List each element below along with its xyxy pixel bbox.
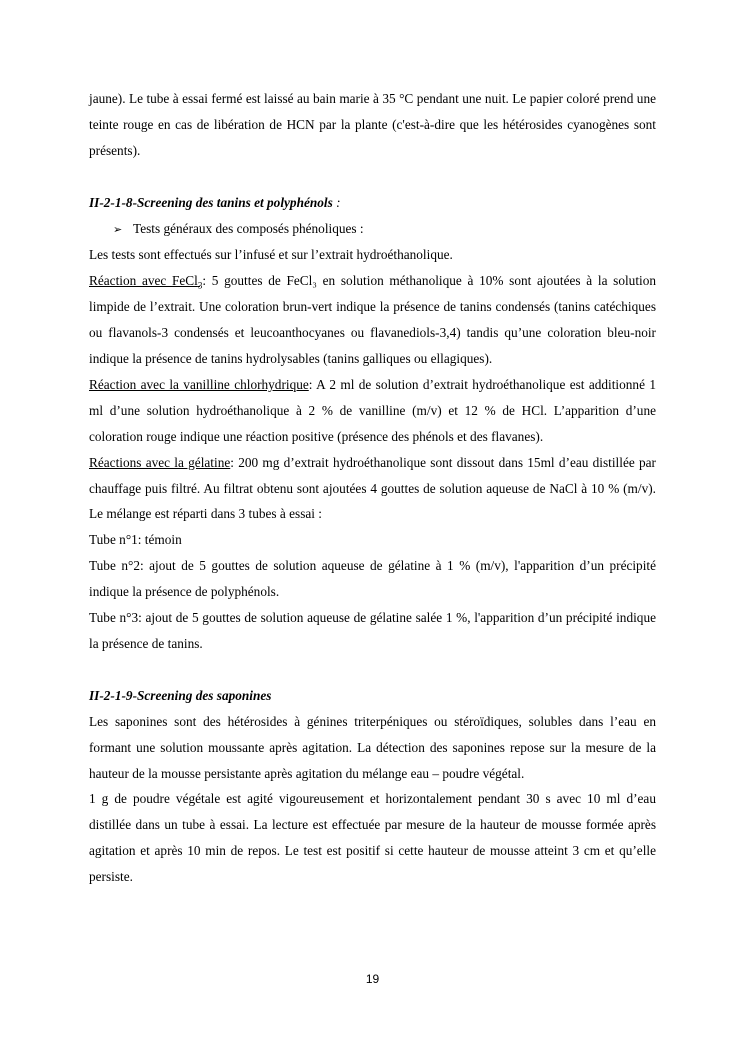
fecl3-label-subscript: 3 — [197, 280, 203, 291]
section-heading-tannins — [89, 190, 656, 216]
bullet-text: Tests généraux des composés phénoliques : — [133, 220, 364, 236]
saponins-paragraph-2: 1 g de poudre végétale est agité vigoureusement et horizontalement pendant 30 s avec 10 ml d’eau distillée dans un tube à essai. La lecture est effectuée par mesure de la hauteur de mousse formée après agitation et après 10 min de repos. Le test est positif si cette hauteur de mousse atteint 3 cm et qu’elle persiste. — [89, 791, 656, 885]
tube-3-paragraph: Tube n°3: ajout de 5 gouttes de solution aqueuse de gélatine salée 1 %, l'apparition d’un précipité indique la présence de tanins. — [89, 610, 656, 652]
section-heading-saponins: II-2-1-9-Screening des saponines — [89, 687, 272, 703]
tube-1-paragraph: Tube n°1: témoin — [89, 532, 182, 548]
tube-2-paragraph: Tube n°2: ajout de 5 gouttes de solution aqueuse de gélatine à 1 % (m/v), l'apparition d’un précipité indique la présence de polyphénols. — [89, 558, 656, 600]
section-heading-tannins-text: II-2-1-8-Screening des tanins et polyphénols — [89, 194, 333, 210]
intro-paragraph: jaune). Le tube à essai fermé est laissé au bain marie à 35 °C pendant une nuit. Le papier coloré prend une teinte rouge en cas de libération de HCN par la plante (c'est-à-dire que les hétérosides cyanogènes sont présents). — [89, 91, 656, 158]
vanilline-paragraph — [89, 372, 656, 450]
spacer — [89, 657, 656, 683]
arrow-bullet-icon: ➢ — [113, 222, 123, 236]
page-body — [89, 86, 656, 890]
gelatine-label: Réactions avec la gélatine — [89, 454, 231, 470]
gelatine-text: : 200 mg d’extrait hydroéthanolique sont dissout dans 15ml d’eau distillée par chauffage puis filtré. Au filtrat obtenu sont ajoutées 4 gouttes de solution aqueuse de NaCl à 10 % (m/v). Le mélange est réparti dans 3 tubes à essai : — [89, 454, 656, 522]
saponins-paragraph-1: Les saponines sont des hétérosides à génines triterpéniques ou stéroïdiques, solubles dans l’eau en formant une solution moussante après agitation. La détection des saponines repose sur la mesure de la hauteur de la mousse persistante après agitation du mélange eau – poudre végétal. — [89, 713, 656, 781]
fecl3-text: : 5 gouttes de FeCl₃ en solution méthanolique à 10% sont ajoutées à la solution limpide de l’extrait. Une coloration brun-vert indique la présence de tanins condensés (tanins catéchiques ou flavanols-3 condensés et leucoanthocyanes ou flavanediols-3,4) tandis qu’une coloration bleu-noir indique la présence de tanins hydrolysables (tanins galliques ou ellagiques). — [89, 273, 657, 367]
vanilline-label: Réaction avec la vanilline chlorhydrique — [89, 376, 309, 392]
fecl3-label-main: Réaction avec FeCl — [89, 273, 198, 289]
gelatine-paragraph — [89, 450, 656, 528]
vanilline-text: : A 2 ml de solution d’extrait hydroéthanolique est additionné 1 ml d’une solution hydroéthanolique à 2 % de vanilline (m/v) et 12 % de HCl. L’apparition d’une coloration rouge indique une réaction positive (présence des phénols et des flavanes). — [89, 376, 656, 444]
spacer — [89, 164, 656, 190]
fecl3-paragraph — [89, 268, 656, 372]
page-number: 19 — [365, 972, 380, 986]
bullet-item — [89, 216, 656, 243]
tests-intro-paragraph: Les tests sont effectués sur l’infusé et sur l’extrait hydroéthanolique. — [89, 247, 453, 263]
fecl3-label — [89, 273, 203, 291]
section-heading-tannins-suffix: : — [332, 194, 341, 210]
